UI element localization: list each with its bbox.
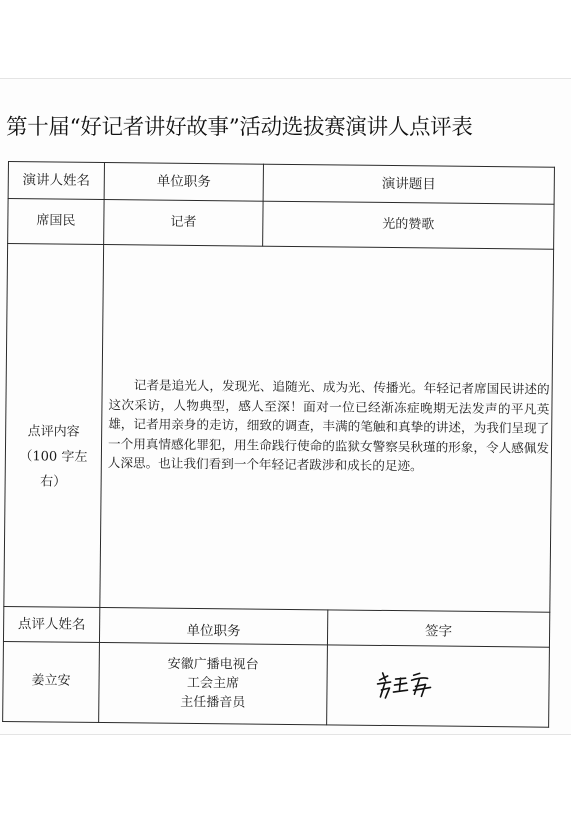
review-form-table [2, 161, 555, 728]
comment-label-line: （100 字左 [19, 448, 88, 465]
comment-text: 记者是追光人，发现光、追随光、成为光、传播光。年轻记者席国民讲述的这次采访，人物典型，感人至深！面对一位已经渐冻症晚期无法发声的平凡英雄，记者用亲身的走访，细致的调查，丰满的笔触和真挚的讲述，为我们呈现了一个用真情感化罪犯，用生命践行使命的监狱女警察吴秋瑾的形象，令人感佩发人深思。也让我们看到一个年轻记者跋涉和成长的足迹。 [107, 377, 550, 474]
handwritten-signature [375, 668, 435, 703]
header-reviewer-position: 单位职务 [186, 622, 241, 639]
reviewer-position-line: 主任播音员 [180, 694, 246, 711]
speaker-name: 席国民 [36, 213, 76, 229]
speech-topic: 光的赞歌 [382, 216, 435, 233]
header-signature: 签字 [425, 622, 453, 640]
reviewer-position [99, 643, 327, 724]
header-unit-position: 单位职务 [156, 173, 211, 190]
form-title: 第十届“好记者讲好故事”活动选拔赛演讲人点评表 [6, 115, 473, 140]
reviewer-name: 姜立安 [31, 673, 71, 690]
header-speech-topic: 演讲题目 [381, 175, 436, 193]
comment-label-line: 点评内容 [27, 423, 80, 440]
header-reviewer-name: 点评人姓名 [17, 615, 86, 633]
comment-label [4, 244, 103, 607]
reviewer-position-line: 工会主席 [186, 675, 240, 692]
comment-label-line: 右） [40, 473, 67, 490]
header-speaker-name: 演讲人姓名 [22, 171, 91, 189]
speaker-position: 记者 [170, 214, 197, 230]
reviewer-position-line: 安徽广播电视台 [167, 656, 259, 673]
